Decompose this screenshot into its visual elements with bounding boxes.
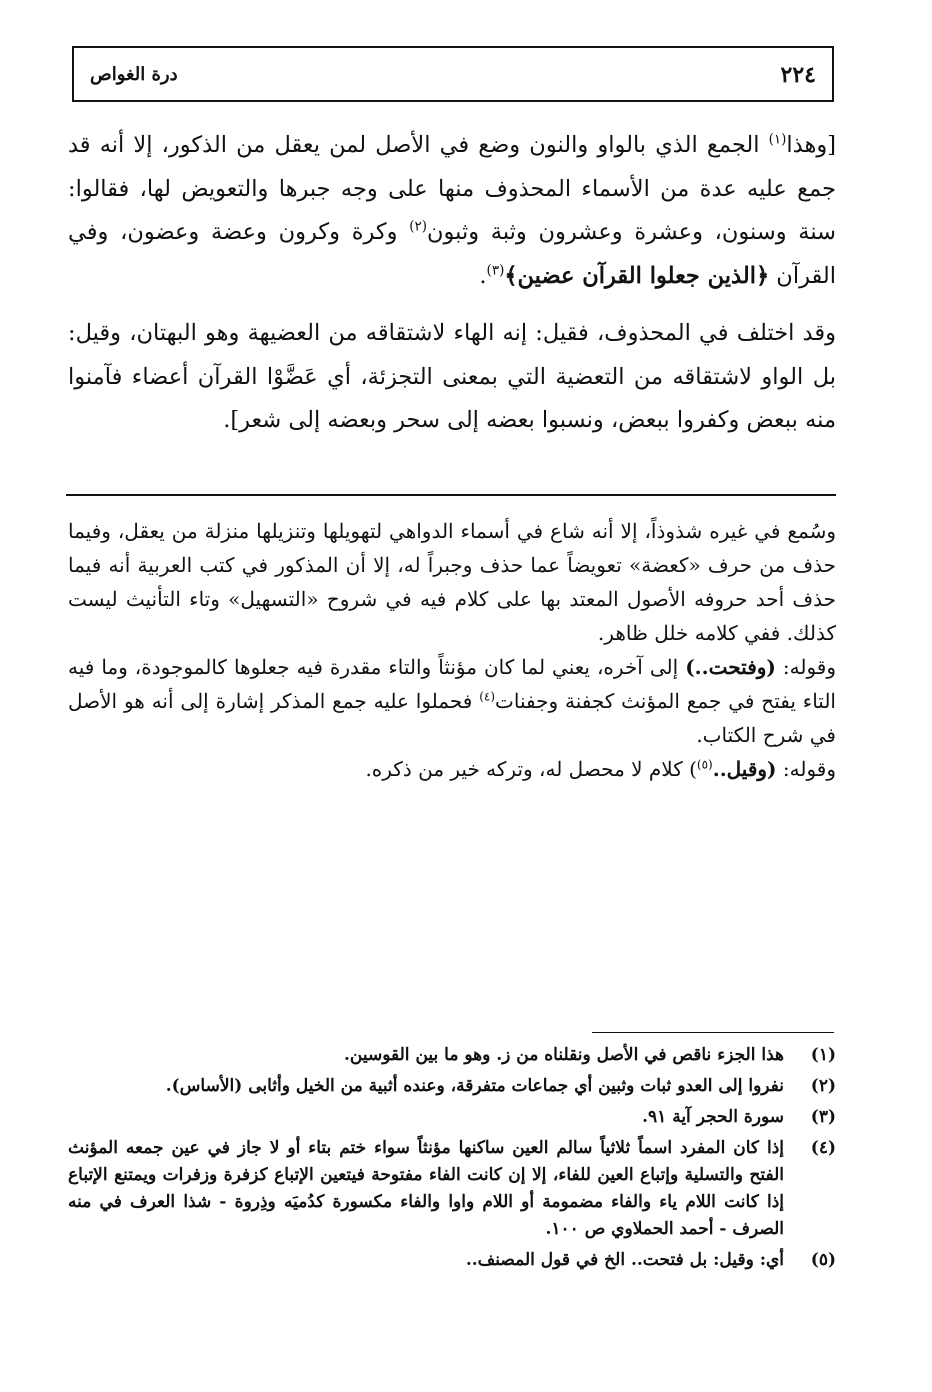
footnote-text: أي: وقيل: بل فتحت.. الخ في قول المصنف.. — [465, 1250, 784, 1270]
footnote-ref-5: (٥) — [696, 757, 713, 772]
footnote-item — [68, 1073, 836, 1100]
section-divider — [66, 494, 836, 496]
footnote-number: (٣) — [810, 1107, 836, 1127]
footnote-number: (١) — [810, 1045, 836, 1065]
footnote-ref-4: (٤) — [479, 689, 496, 704]
commentary-paragraph-1: وسُمع في غيره شذوذاً، إلا أنه شاع في أسماء الدواهي لتهويلها وتنزيلها منزلة من يعقل، وفيما حذف من حرف «كعضة» تعويضاً عما حذف وجبراً له، إلا أن المذكور في كتب العربية أنه فيما حذف أحد حروفه الأصول المعتد بها على كلام فيه في شروح «التسهيل» وتاء التأنيث ليست كذلك. ففي كلامه خلل ظاهر. — [68, 519, 836, 645]
footnote-ref-3: (٣) — [486, 262, 505, 278]
commentary-paragraph-2: وقوله: (وفتحت..) إلى آخره، يعني لما كان مؤنثاً والتاء مقدرة فيه جعلوها كالموجودة، وما فيه التاء يفتح في جمع المؤنث كجفنة وجفنات$^{(٤)}$ فحملوا عليه جمع المذكر إشارة إلى أنه هو الأصل في شرح الكتاب. — [68, 655, 836, 747]
footnotes — [68, 1042, 836, 1278]
book-title: درة الغواص — [90, 64, 178, 85]
main-text — [68, 124, 836, 443]
footnote-item — [68, 1135, 836, 1243]
footnote-number: (٥) — [810, 1250, 836, 1270]
footnote-number: (٤) — [810, 1138, 836, 1158]
footnote-text: إذا كان المفرد اسماً ثلاثياً سالم العين ساكنها مؤنثاً سواء ختم بتاء أو لا جاز في عين جمعه المؤنث الفتح والتسلية وإتباع العين للفاء، إلا إن كانت الفاء مفتوحة فيتعين الإتباع كزفرة وزفرات ويمتنع الإتباع إذا كانت اللام ياء والفاء مضمومة أو اللام واوا والفاء مكسورة كدُميَه وذِروة - شذا العرف في منه الصرف - أحمد الحملاوي ص ١٠٠. — [68, 1138, 784, 1239]
footnote-divider — [592, 1032, 834, 1033]
footnote-text: هذا الجزء ناقص في الأصل ونقلناه من ز. وهو ما بين القوسين. — [344, 1045, 784, 1065]
footnote-ref-2: (٢) — [409, 218, 428, 235]
footnote-text: نفروا إلى العدو ثبات وثبين أي جماعات متفرقة، وعنده أثبية من الخيل وأثابى (الأساس). — [165, 1076, 784, 1096]
main-paragraph-1: [وهذا$^{(١)}$ الجمع الذي بالواو والنون وضع في الأصل لمن يعقل من الذكور، إلا أنه قد جمع عليه عدة من الأسماء المحذوف منها على وجه جبرها والتعويض لها، فقالوا: سنة وسنون، وعشرة وعشرون وثبة وثبون$^{(٢)}$ وكرة وكرون وعضة وعضون، وفي القرآن ﴿الذين جعلوا القرآن عضين﴾$^{(٣)}$. — [68, 131, 836, 289]
footnote-item — [68, 1247, 836, 1274]
footnote-text: سورة الحجر آية ٩١. — [642, 1107, 784, 1127]
page-header — [72, 46, 834, 102]
commentary-paragraph-3: وقوله: (وقيل..$^{(٥)}$) كلام لا محصل له، وتركه خير من ذكره. — [365, 757, 836, 781]
footnote-item — [68, 1042, 836, 1069]
footnote-ref-1: (١) — [768, 131, 787, 148]
quran-verse: ﴿الذين جعلوا القرآن عضين﴾ — [504, 262, 770, 289]
footnote-item — [68, 1104, 836, 1131]
main-paragraph-2: وقد اختلف في المحذوف، فقيل: إنه الهاء لاشتقاقه من العضيهة وهو البهتان، وقيل: بل الواو لاشتقاقه من التعضية التي بمعنى التجزئة، أي عَضَّوْا القرآن أعضاء فآمنوا منه ببعض وكفروا ببعض، ونسبوا بعضه إلى سحر وبعضه إلى شعر]. — [68, 320, 836, 433]
page-number: ٢٢٤ — [780, 62, 816, 88]
footnote-number: (٢) — [810, 1076, 836, 1096]
commentary-text — [68, 514, 836, 786]
